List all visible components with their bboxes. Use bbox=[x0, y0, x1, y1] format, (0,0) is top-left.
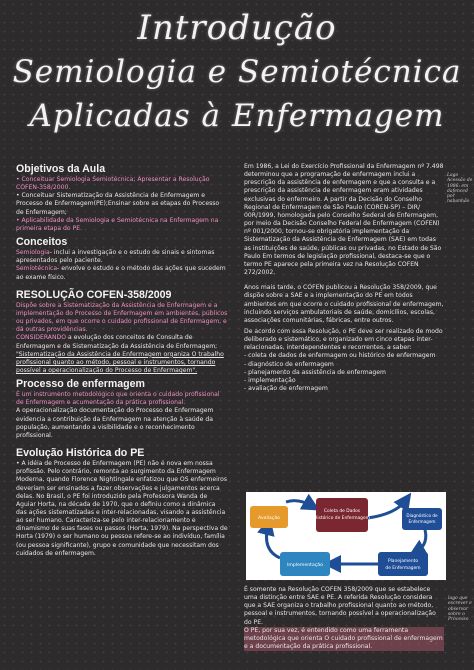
label-planejamento-2 bbox=[385, 565, 420, 571]
title-block bbox=[0, 6, 474, 138]
evolucao-text: • A idéia de Processo de Enfermagem (PE) não é nova em nossa profissão. Pelo contrário, remonta ao surgimento da Enfermagem Moderna, quando Florence Nightingale enfatizou que OS enfermeiros deveriam ser ensinados a fazer observações e julgamentos acerca delas. No Brasil, o PE foi introduzido pela Professora Wanda de Aguiar Horta, na década de 1970, que o definiu como a dinâmica das ações sistematizadas e inter-relacionadas, visando a assistência ao ser humano. Caracteriza-se pelo inter-relacionamento e dinamismo de suas fases ou passos (Horta, 1979). Na perspectiva de Horta (1979) o ser humano ou pessoa refere-se ao indivíduo, família (ou pessoa significante), grupo e comunidade que necessitam dos cuidados de enfermagem. bbox=[16, 460, 228, 557]
considerando-term: CONSIDERANDO bbox=[16, 334, 67, 342]
conceitos-heading: Conceitos bbox=[16, 236, 68, 249]
considerando-text: a evolução dos conceitos de Consulta de Enfermagem e de Sistematização da Assistência de Enfermagem; bbox=[16, 334, 218, 350]
processo-heading: Processo de enfermagem bbox=[16, 378, 145, 391]
title-line-2: Semiologia e Semiotécnica bbox=[12, 54, 462, 90]
objetivo-2: • Conceituar Sistematização da Assistência de Enfermagem e Processo de Enfermagem(PE);Ensinar sobre as etapas do Processo de Enfermagem; bbox=[16, 192, 220, 216]
etapa-2: - diagnóstico de enfermagem bbox=[244, 360, 334, 368]
label-coleta-l1: Coleta de Dados bbox=[323, 509, 361, 514]
semiologia-term: Semiologia bbox=[16, 249, 50, 257]
conceito-semiotecnica bbox=[16, 265, 228, 281]
arrow-left-to-center bbox=[286, 501, 312, 506]
semiologia-text: - inclui a investigação e o estudo de sinais e sintomas apresentados pelo paciente. bbox=[16, 249, 215, 265]
etapa-5: - avaliação de enfermagem bbox=[244, 385, 328, 393]
resolucao-quote: "Sistematização da Assistência de Enfermagem organiza O trabalho profissional quanto ao método, pessoal e instrumentos, tornando possível a operacionalização do Processo de Enfermagem". bbox=[16, 350, 224, 374]
left-column bbox=[16, 163, 228, 558]
label-diagnostico-l1: Diagnóstico de bbox=[406, 513, 438, 518]
evolucao-heading: Evolução Histórica do PE bbox=[16, 447, 145, 460]
label-coleta-2 bbox=[314, 514, 370, 521]
title-line-3: Aplicadas à Enfermagem bbox=[29, 98, 445, 134]
label-diagnostico-l2: Enfermagem bbox=[408, 519, 436, 524]
title-line-1: Introdução bbox=[137, 8, 337, 48]
box-coleta bbox=[316, 498, 368, 532]
label-coleta-l2: Histórico de Enfermagem bbox=[314, 516, 370, 521]
process-diagram bbox=[246, 492, 446, 580]
resolucao-considerando bbox=[16, 334, 228, 350]
label-avaliacao: Avaliação bbox=[258, 516, 280, 521]
resolucao-text-1: Dispõe sobre a Sistematização da Assistência de Enfermagem e a implementação do Processo de Enfermagem em ambientes, públicos ou privados, em que ocorre o cuidado profissional de Enfermagem, e dá outras providências. bbox=[16, 301, 228, 334]
right-paragraph-5: O PE, por sua vez, é entendido como uma ferramenta metodológica que orienta O cuidado profissional de enfermagem e a documentação da prática profissional. bbox=[244, 626, 443, 651]
side-note-2: lago que escrever e observar sobre o Processo bbox=[448, 596, 472, 623]
objetivo-3: • Aplicabilidade da Semiologia e Semiotécnica na Enfermagem na primeira etapa do PE. bbox=[16, 216, 219, 232]
right-column bbox=[244, 163, 444, 393]
etapa-4: - implementação bbox=[244, 376, 296, 384]
arrow-center-to-right bbox=[368, 500, 406, 518]
objetivo-1: • Conceituar Semiologia Semiotécnica; Apresentar a Resolução COFEN-358/2000. bbox=[16, 176, 210, 192]
conceito-semiologia bbox=[16, 249, 228, 265]
right-paragraph-1: Em 1986, a Lei do Exercício Profissional da Enfermagem nº 7.498 determinou que a programação de enfermagem inclui a prescrição da assistência de enfermagem e que a consulta e a prescrição da assistência de enfermagem eram atividades exclusivas do enfermeiro. A partir da Decisão do Conselho Regional de Enfermagem de São Paulo (COREN-SP) – DIR/ 00R/1999, homologada pelo Conselho Sederal de Enfermagem, por meio da Decisão Conselho Federal de Enfermagem (COFEN) nº 001/2000, tornou-se obrigatória implementação da Sistematização da Assistência de Enfermagem (SAE) em todas as instituições de saúde, públicas ou privadas, no Estado de São Paulo Em termos de legislação profissional, destaca-se que o termo PE aparece pela primeira vez na Resolução COFEN 272/2002. bbox=[244, 163, 444, 277]
right-paragraph-4: É somente na Resolução COFEN 358/2009 que se estabelece uma distinção entre SAE e PE. A referida Resolução considera que a SAE organiza o trabalho profissional quanto ao método, pessoal e instrumentos, tornando possível a operacionalização do PE. bbox=[244, 586, 436, 626]
semiotecnica-term: Semiotécnica bbox=[16, 265, 58, 273]
etapa-3: - planejamento da assistência de enfermagem bbox=[244, 368, 386, 376]
label-diagnostico-1 bbox=[406, 513, 438, 518]
label-planejamento-1 bbox=[388, 558, 418, 564]
label-planejamento-l1: Planejamento bbox=[387, 559, 419, 564]
right-paragraph-2: Anos mais tarde, o COFEN publicou a Resolução 358/2009, que dispõe sobre a SAE e a implementação do PE em todos ambientes em que ocorre o cuidado profissional de enfermagem, incluindo serviços ambulatoriais de saúde, domicílios, escolas, associações comunitárias, fábricas, entre outros. bbox=[244, 284, 444, 324]
objetivos-heading: Objetivos da Aula bbox=[16, 163, 106, 175]
etapa-1: - coleta de dados de enfermagem ou histórico de enfermagem bbox=[244, 352, 436, 360]
side-note-1: Lago Acessão de 1986: em dafenced por nabanhão bbox=[447, 173, 473, 205]
right-column-bottom bbox=[244, 586, 444, 651]
box-planejamento bbox=[378, 552, 428, 576]
arrow-bottomleft-to-left bbox=[267, 526, 281, 558]
resolucao-heading: RESOLUÇÃO COFEN-358/2009 bbox=[16, 288, 172, 301]
label-planejamento-l2: de Enfermagem bbox=[385, 566, 421, 571]
processo-text-1: É um instrumento metodológico que orienta o cuidado profissional de Enfermagem e acumentação da prática profissional. bbox=[16, 391, 220, 407]
label-coleta-1 bbox=[324, 508, 361, 514]
semiotecnica-text: - envolve o estudo e o método das ações que sucedem ao exame físico. bbox=[16, 265, 226, 281]
label-implementacao: Implementação bbox=[287, 563, 323, 568]
process-diagram-svg bbox=[246, 492, 446, 580]
processo-text-2: A operacionalização documentação do Processo de Enfermagem evidencia a contribuição da Enfermagem na atenção à saúde da população, aumentando a visibilidade e o reconhecimento profissional. bbox=[16, 407, 214, 439]
label-diagnostico-2 bbox=[409, 519, 436, 524]
right-paragraph-3: De acordo com essa Resolução, o PE deve ser realizado de modo deliberado e sistemático, e organizado em cinco etapas inter-relacionadas, interdependentes e recorrentes, a saber: bbox=[244, 327, 443, 352]
